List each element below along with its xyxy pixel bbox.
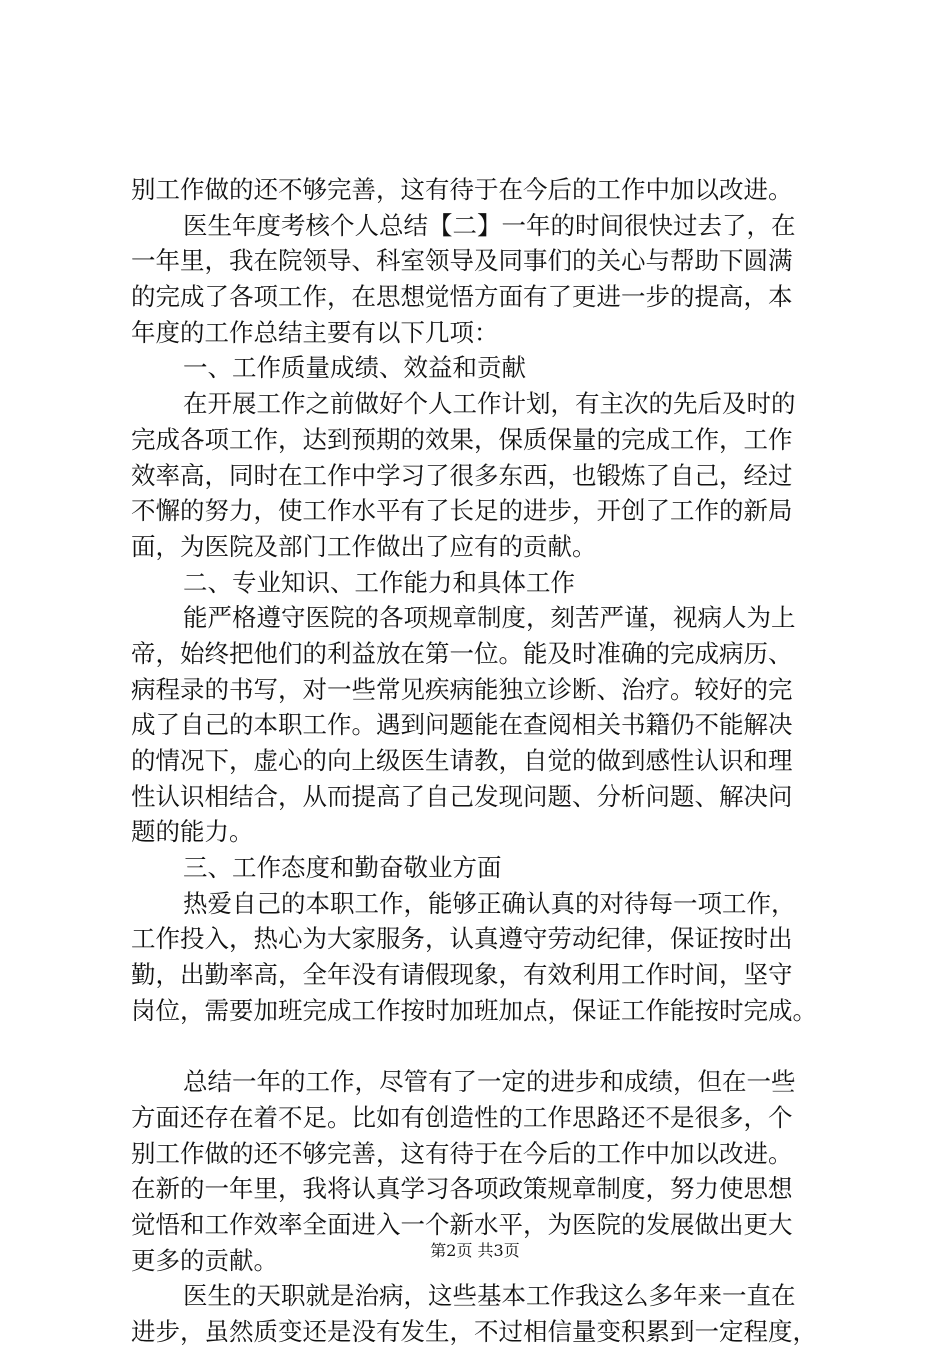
blank-line — [131, 1029, 843, 1065]
text-line: 医生的天职就是治病，这些基本工作我这么多年来一直在 — [183, 1281, 796, 1311]
text-line: 帝，始终把他们的利益放在第一位。能及时准确的完成病历、 — [131, 638, 793, 668]
text-line: 面，为医院及部门工作做出了应有的贡献。 — [131, 531, 597, 561]
text-line: 一、工作质量成绩、效益和贡献 — [183, 353, 526, 383]
text-line: 医生年度考核个人总结【二】一年的时间很快过去了，在 — [183, 210, 796, 240]
text-line: 进步，虽然质变还是没有发生，不过相信量变积累到一定程度， — [131, 1317, 817, 1346]
text-line: 热爱自己的本职工作，能够正确认真的对待每一项工作， — [183, 888, 796, 918]
text-line: 在新的一年里，我将认真学习各项政策规章制度，努力使思想 — [131, 1174, 793, 1204]
text-line: 性认识相结合，从而提高了自己发现问题、分析问题、解决问 — [131, 781, 793, 811]
text-line: 方面还存在着不足。比如有创造性的工作思路还不是很多，个 — [131, 1102, 793, 1132]
text-line: 完成各项工作，达到预期的效果，保质保量的完成工作，工作 — [131, 424, 793, 454]
text-line: 成了自己的本职工作。遇到问题能在查阅相关书籍仍不能解决 — [131, 710, 793, 740]
text-line: 一年里，我在院领导、科室领导及同事们的关心与帮助下圆满 — [131, 246, 793, 276]
document-body — [131, 172, 843, 1350]
page-number-label: 第2页 共3页 — [430, 1241, 520, 1260]
text-line: 更多的贡献。 — [131, 1245, 278, 1275]
text-line: 别工作做的还不够完善，这有待于在今后的工作中加以改进。 — [131, 175, 793, 204]
text-line: 的情况下，虚心的向上级医生请教，自觉的做到感性认识和理 — [131, 746, 793, 775]
text-line: 觉悟和工作效率全面进入一个新水平，为医院的发展做出更大 — [131, 1209, 793, 1239]
text-line: 勤，出勤率高，全年没有请假现象，有效利用工作时间，坚守 — [131, 960, 793, 990]
text-line: 能严格遵守医院的各项规章制度，刻苦严谨，视病人为上 — [183, 603, 796, 633]
text-line: 总结一年的工作，尽管有了一定的进步和成绩，但在一些 — [183, 1067, 796, 1097]
text-line: 病程录的书写，对一些常见疾病能独立诊断、治疗。较好的完 — [131, 674, 793, 704]
text-line: 别工作做的还不够完善，这有待于在今后的工作中加以改进。 — [131, 1138, 793, 1168]
text-line: 在开展工作之前做好个人工作计划，有主次的先后及时的 — [183, 389, 796, 419]
text-line: 年度的工作总结主要有以下几项： — [131, 317, 499, 347]
page-footer — [0, 1241, 950, 1261]
text-line: 三、工作态度和勤奋敬业方面 — [183, 853, 502, 883]
text-line: 的完成了各项工作，在思想觉悟方面有了更进一步的提高，本 — [131, 282, 793, 312]
text-line: 岗位，需要加班完成工作按时加班加点，保证工作能按时完成。 — [131, 995, 817, 1025]
text-line: 工作投入，热心为大家服务，认真遵守劳动纪律，保证按时出 — [131, 924, 793, 954]
text-line: 题的能力。 — [131, 817, 254, 847]
text-line: 不懈的努力，使工作水平有了长足的进步，开创了工作的新局 — [131, 496, 793, 526]
text-line: 二、专业知识、工作能力和具体工作 — [183, 567, 575, 597]
text-line: 效率高，同时在工作中学习了很多东西，也锻炼了自己，经过 — [131, 460, 793, 490]
